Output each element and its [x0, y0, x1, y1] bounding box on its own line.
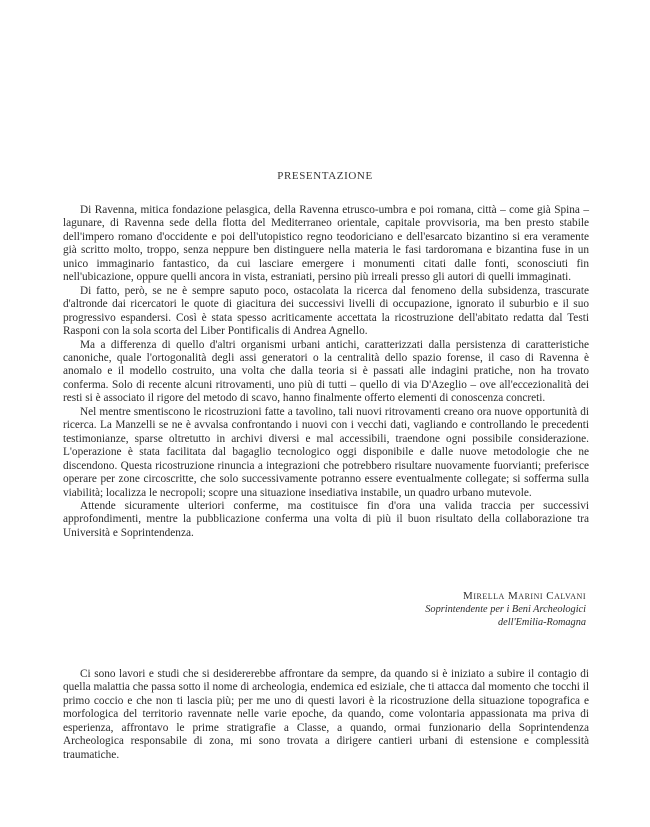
intro-paragraph: Ci sono lavori e studi che si desidererebbe affrontare da sempre, da quando si è iniziato a subire il contagio di quella malattia che passa sotto il nome di archeologia, endemica ed esiziale, che ti attacca dal momento che tocchi il primo coccio e che non ti lascia più; per me uno di questi lavori è la ricostruzione della situazione topografica e morfologica del territorio ravennate nelle varie epoche, da quando, come volontaria appassionata ma priva di esperienza, affrontavo le prime stratigrafie a Classe, a quando, ormai funzionario della Soprintendenza Archeologica responsabile di zona, mi sono trovata a dirigere cantieri urbani di estensione e complessità traumatiche. — [63, 668, 589, 761]
paragraph-2: Di fatto, però, se ne è sempre saputo poco, ostacolata la ricerca dal fenomeno della subsidenza, trascurate d'altronde dai ricercatori le quote di giacitura dei successivi livelli di occupazione, ignorato il suburbio e il suo progressivo espandersi. Così è stata spesso acriticamente accettata la ricostruzione dell'abitato redatta dal Testi Rasponi con la sola scorta del Liber Pontificalis di Andrea Agnello. — [63, 284, 589, 338]
signature-role-line-1: Soprintendente per i Beni Archeologici — [425, 604, 586, 615]
introduction-body — [63, 668, 589, 762]
paragraph-4: Nel mentre smentiscono le ricostruzioni fatte a tavolino, tali nuovi ritrovamenti creano ora nuove opportunità di ricerca. La Manzelli se ne è avvalsa confrontando i nuovi con i vecchi dati, vagliando e controllando le precedenti testimonianze, sparse oltretutto in archivi diversi e mal accessibili, traendone ogni possibile considerazione. L'operazione è stata facilitata dal bagaglio tecnologico oggi disponibile e dalle nuove metodologie che ne discendono. Questa ricostruzione rinuncia a integrazioni che potrebbero risultare nuovamente fuorvianti; preferisce operare per zone circoscritte, che solo successivamente potranno essere eventualmente collegate; si sofferma sulla viabilità; localizza le necropoli; scopre una situazione insediativa instabile, un quadro urbano mutevole. — [63, 405, 589, 499]
section-heading: PRESENTAZIONE — [277, 170, 373, 182]
signature-block — [286, 590, 586, 629]
signature-role-line-2: dell'Emilia-Romagna — [498, 617, 586, 628]
paragraph-1: Di Ravenna, mitica fondazione pelasgica, della Ravenna etrusco-umbra e poi romana, città – come già Spina – lagunare, di Ravenna sede della flotta del Mediterraneo orientale, capitale provvisoria, ma ben presto stabile dell'impero romano d'occidente e poi dell'utopistico regno teodoriciano e dell'esarcato bizantino si era veramente già scritto molto, troppo, senza neppure ben distinguere nella materia le fasi tardoromana e bizantina fuse in un unico immaginario fantastico, da cui lasciare emergere i monumenti citati dalle fonti, sconosciuti fin nell'ubicazione, oppure quelli ancora in vista, estraniati, persino più irreali presso gli autori di quelli immaginati. — [63, 204, 589, 284]
presentation-body — [63, 204, 589, 540]
paragraph-5: Attende sicuramente ulteriori conferme, ma costituisce fin d'ora una valida traccia per successivi approfondimenti, mentre la pubblicazione conferma una volta di più il buon risultato della collaborazione tra Università e Soprintendenza. — [63, 499, 589, 539]
signature-name: Mirella Marini Calvani — [463, 590, 586, 602]
paragraph-3: Ma a differenza di quello d'altri organismi urbani antichi, caratterizzati dalla persistenza di caratteristiche canoniche, quale l'ortogonalità degli assi generatori o la centralità dello spazio forense, il caso di Ravenna è anomalo e il modello costruito, una volta che dalla teoria si è passati alle indagini pratiche, non ha trovato conferma. Solo di recente alcuni ritrovamenti, uno più di tutti – quello di via D'Azeglio – ove all'eccezionalità dei resti si è associato il rigore del metodo di scavo, hanno finalmente offerto elementi di conoscenza concreti. — [63, 338, 589, 405]
